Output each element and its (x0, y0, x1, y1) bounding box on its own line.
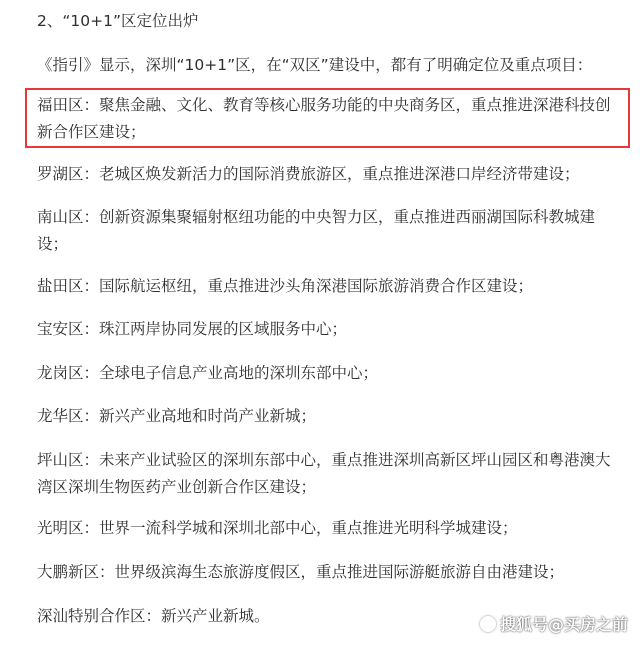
district-pingshan: 坪山区：未来产业试验区的深圳东部中心，重点推进深圳高新区坪山园区和粤港澳大湾区深圳生物医药产业创新合作区建设； (37, 451, 611, 496)
sohu-logo-icon (480, 616, 496, 632)
district-futian: 福田区：聚焦金融、文化、教育等核心服务功能的中央商务区，重点推进深港科技创新合作区建设； (37, 96, 611, 141)
district-nanshan: 南山区：创新资源集聚辐射枢纽功能的中央智力区，重点推进西丽湖国际科教城建设； (37, 208, 596, 253)
district-guangming: 光明区：世界一流科学城和深圳北部中心，重点推进光明科学城建设； (37, 519, 518, 537)
district-longhua: 龙华区：新兴产业高地和时尚产业新城； (37, 407, 317, 425)
district-shenshan: 深汕特别合作区：新兴产业新城。 (37, 607, 270, 625)
district-luohu: 罗湖区：老城区焕发新活力的国际消费旅游区，重点推进深港口岸经济带建设； (37, 165, 580, 183)
district-baoan: 宝安区：珠江两岸协同发展的区域服务中心； (37, 320, 348, 338)
district-dapeng: 大鹏新区：世界级滨海生态旅游度假区，重点推进国际游艇旅游自由港建设； (37, 563, 565, 581)
section-heading: 2、“10+1”区定位出炉 (37, 12, 199, 30)
intro-paragraph: 《指引》显示，深圳“10+1”区，在“双区”建设中，都有了明确定位及重点项目： (37, 56, 593, 74)
district-yantian: 盐田区：国际航运枢纽，重点推进沙头角深港国际旅游消费合作区建设； (37, 277, 534, 295)
watermark-text: 搜狐号@买房之前 (499, 615, 628, 634)
sohu-watermark (480, 612, 628, 635)
district-longgang: 龙岗区：全球电子信息产业高地的深圳东部中心； (37, 364, 379, 382)
